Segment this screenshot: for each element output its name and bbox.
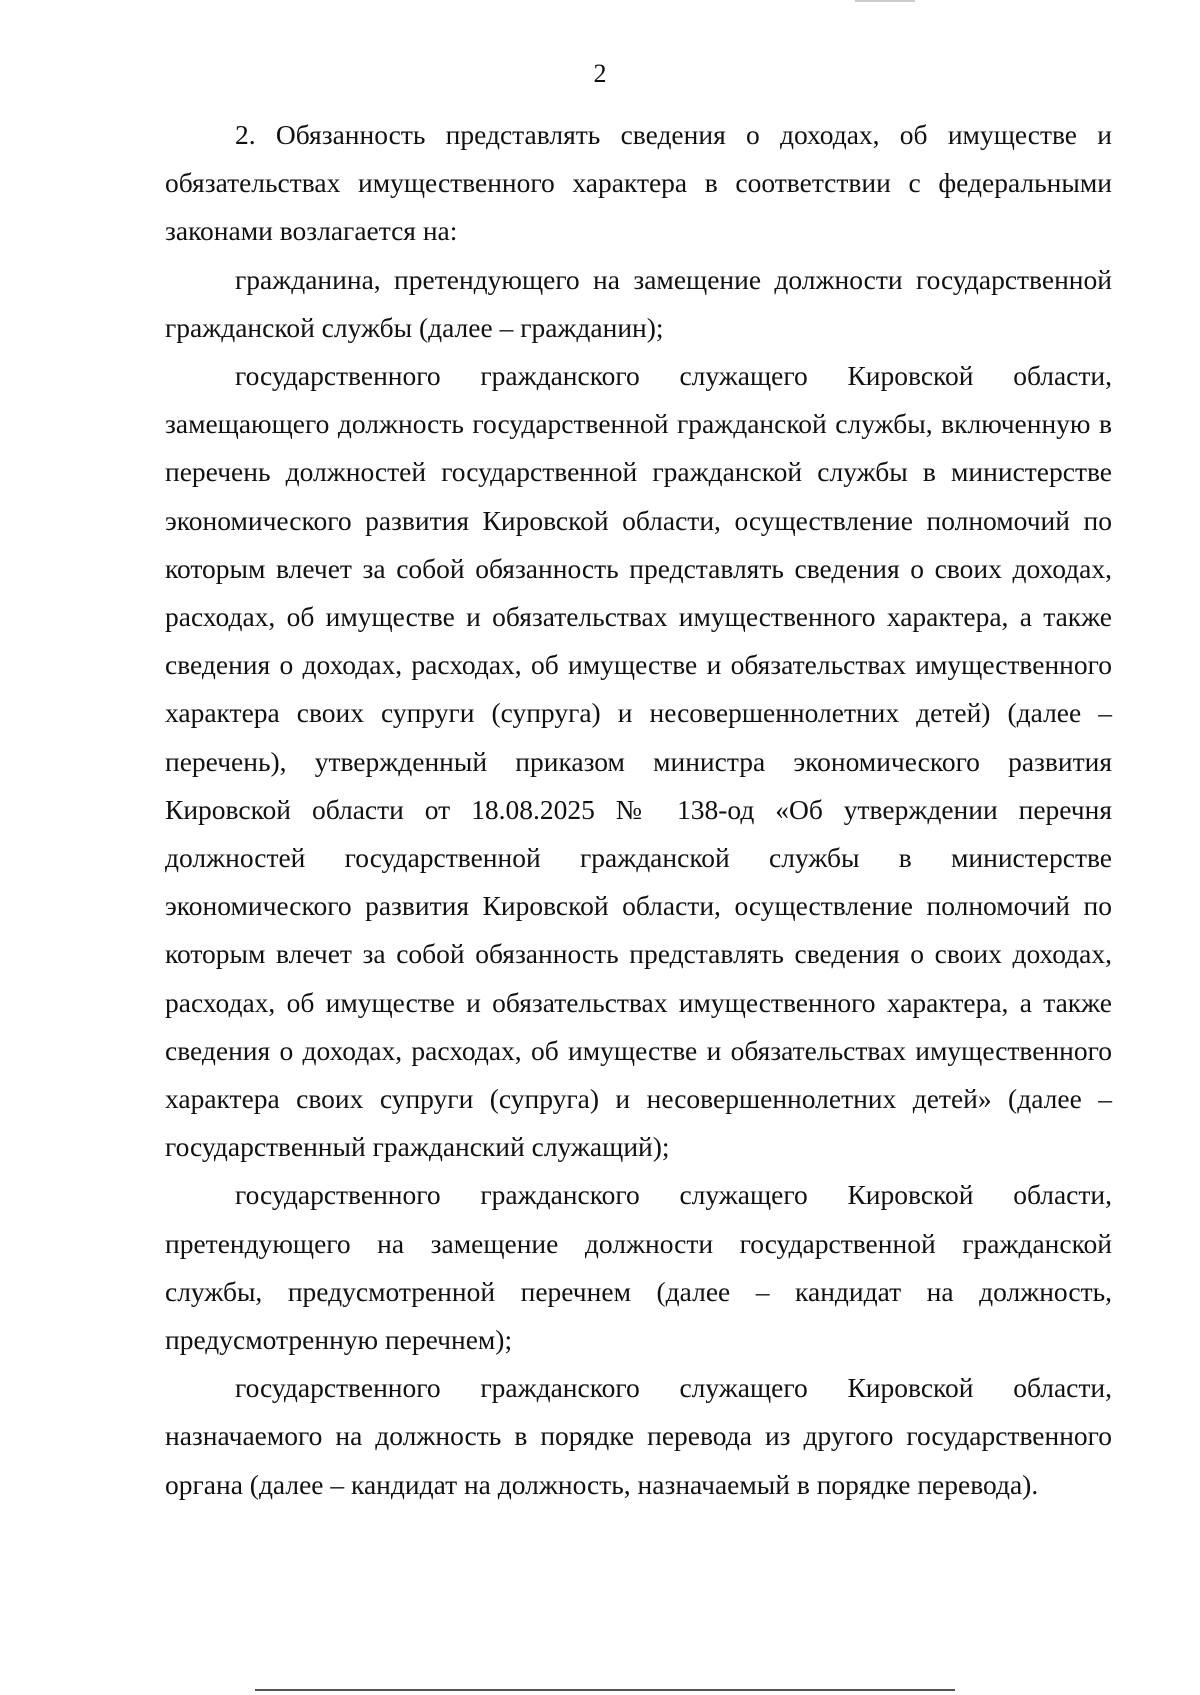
paragraph-obligation-intro: 2. Обязанность представлять сведения о доходах, об имуществе и обязательствах имущественного характера в соответствии с федеральными законами возлагается на: [165,119,1112,247]
document-body [165,111,1112,1509]
paragraph-citizen: гражданина, претендующего на замещение должности государственной гражданской службы (далее – гражданин); [165,263,1112,343]
scan-edge-mark [855,0,915,2]
bottom-divider [255,1689,955,1691]
paragraph-candidate-listed: государственного гражданского служащего Кировской области, претендующего на замещение должности государственной гражданской службы, предусмотренной перечнем (далее – кандидат на должность, предусмотренную перечнем); [165,1179,1112,1356]
paragraph-civil-servant: государственного гражданского служащего Кировской области, замещающего должность государственной гражданской службы, включенную в перечень должностей государственной гражданской службы в министерстве экономического развития Кировской области, осуществление полномочий по которым влечет за собой обязанность представлять сведения о своих доходах, расходах, об имуществе и обязательствах имущественного характера, а также сведения о доходах, расходах, об имуществе и обязательствах имущественного характера своих супруги (супруга) и несовершеннолетних детей) (далее – перечень), утвержденный приказом министра экономического развития Кировской области от 18.08.2025 № 138-од «Об утверждении перечня должностей государственной гражданской службы в министерстве экономического развития Кировской области, осуществление полномочий по которым влечет за собой обязанность представлять сведения о своих доходах, расходах, об имуществе и обязательствах имущественного характера, а также сведения о доходах, расходах, об имуществе и обязательствах имущественного характера своих супруги (супруга) и несовершеннолетних детей» (далее – государственный гражданский служащий); [165,360,1112,1163]
paragraph-candidate-transfer: государственного гражданского служащего Кировской области, назначаемого на должность в порядке перевода из другого государственного органа (далее – кандидат на должность, назначаемый в порядке перевода). [165,1372,1112,1500]
page-number: 2 [593,59,607,88]
